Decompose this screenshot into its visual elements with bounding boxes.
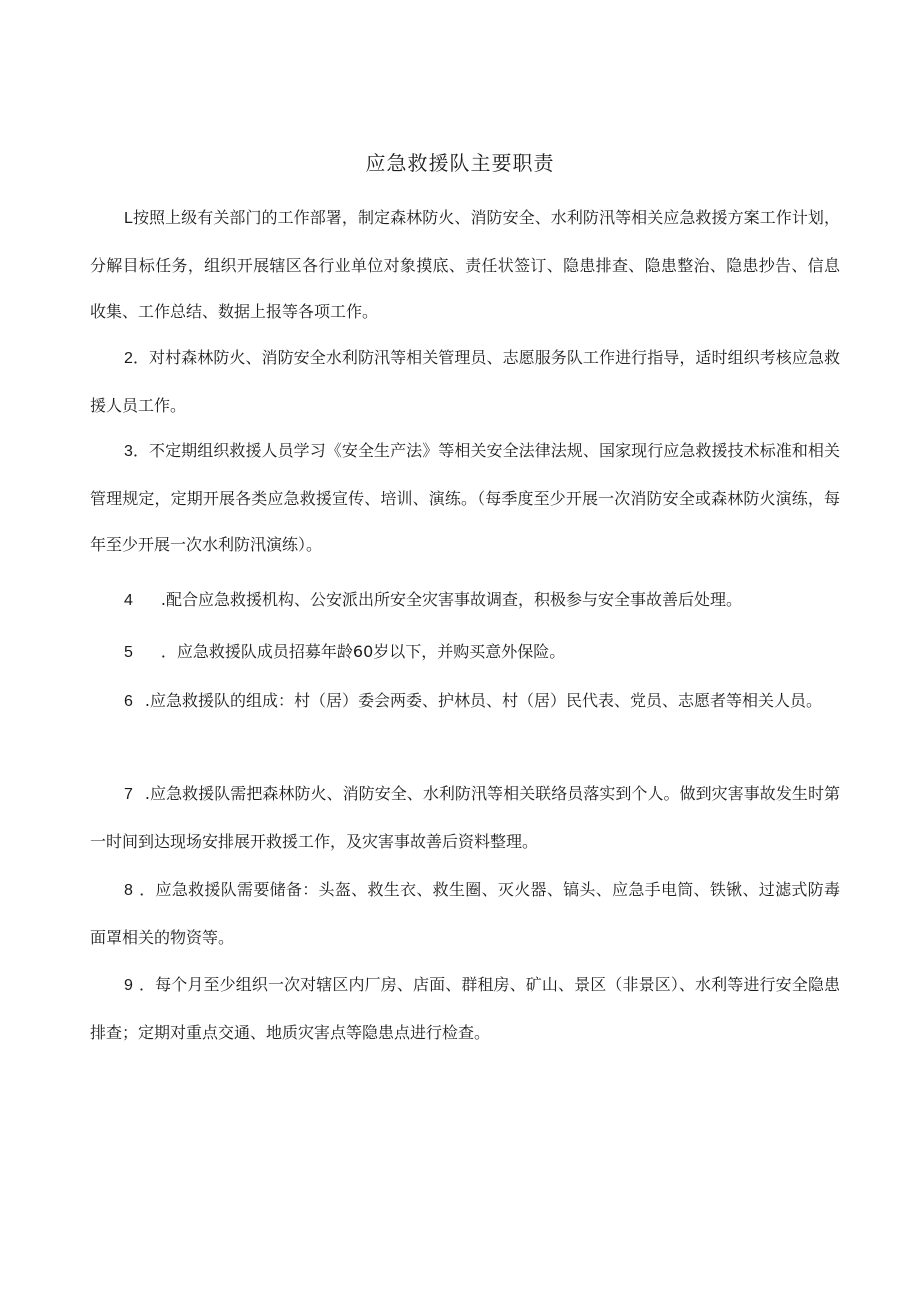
duty-item-2 bbox=[90, 335, 840, 429]
item-number: 9 bbox=[124, 977, 133, 994]
item-number: 7 bbox=[124, 786, 133, 803]
item-number: 5 bbox=[124, 644, 133, 661]
item-text: .配合应急救援机构、公安派出所安全灾害事故调查，积极参与安全事故善后处理。 bbox=[160, 590, 742, 609]
item-number: 3 bbox=[124, 443, 133, 460]
item-text: ．应急救援队成员招募年龄60岁以下，并购买意外保险。 bbox=[160, 642, 566, 661]
duty-item-8 bbox=[90, 867, 840, 961]
item-number: 4 bbox=[124, 592, 133, 609]
duty-item-4 bbox=[90, 577, 840, 625]
item-text: ．应急救援队需要储备：头盔、救生衣、救生圈、灭火器、镐头、应急手电筒、铁锹、过滤式防毒面罩相关的物资等。 bbox=[90, 880, 840, 947]
duty-item-7 bbox=[90, 771, 840, 865]
duty-item-5 bbox=[90, 629, 840, 677]
item-text: ．对村森林防火、消防安全水利防汛等相关管理员、志愿服务队工作进行指导，适时组织考核应急救援人员工作。 bbox=[90, 348, 840, 415]
duty-item-9 bbox=[90, 962, 840, 1056]
duty-item-1 bbox=[90, 195, 840, 336]
document-title: 应急救援队主要职责 bbox=[365, 151, 555, 175]
duty-item-6 bbox=[90, 678, 840, 726]
item-text: ．每个月至少组织一次对辖区内厂房、店面、群租房、矿山、景区（非景区）、水利等进行安全隐患排查；定期对重点交通、地质灾害点等隐患点进行检查。 bbox=[90, 975, 840, 1042]
item-text: .应急救援队的组成：村（居）委会两委、护林员、村（居）民代表、党员、志愿者等相关人员。 bbox=[144, 691, 822, 710]
item-number: L bbox=[124, 210, 133, 227]
item-number: 6 bbox=[124, 693, 133, 710]
item-number: 8 bbox=[124, 882, 133, 899]
item-number: 2 bbox=[124, 350, 133, 367]
item-text: .应急救援队需把森林防火、消防安全、水利防汛等相关联络员落实到个人。做到灾害事故发生时第一时间到达现场安排展开救援工作，及灾害事故善后资料整理。 bbox=[90, 784, 840, 851]
item-text: ．不定期组织救援人员学习《安全生产法》等相关安全法律法规、国家现行应急救援技术标准和相关管理规定，定期开展各类应急救援宣传、培训、演练。（每季度至少开展一次消防安全或森林防火演练，每年至少开展一次水利防汛演练）。 bbox=[90, 441, 840, 554]
duty-item-3 bbox=[90, 428, 840, 569]
item-text: 按照上级有关部门的工作部署，制定森林防火、消防安全、水利防汛等相关应急救援方案工作计划，分解目标任务，组织开展辖区各行业单位对象摸底、责任状签订、隐患排查、隐患整治、隐患抄告、信息收集、工作总结、数据上报等各项工作。 bbox=[90, 208, 840, 321]
